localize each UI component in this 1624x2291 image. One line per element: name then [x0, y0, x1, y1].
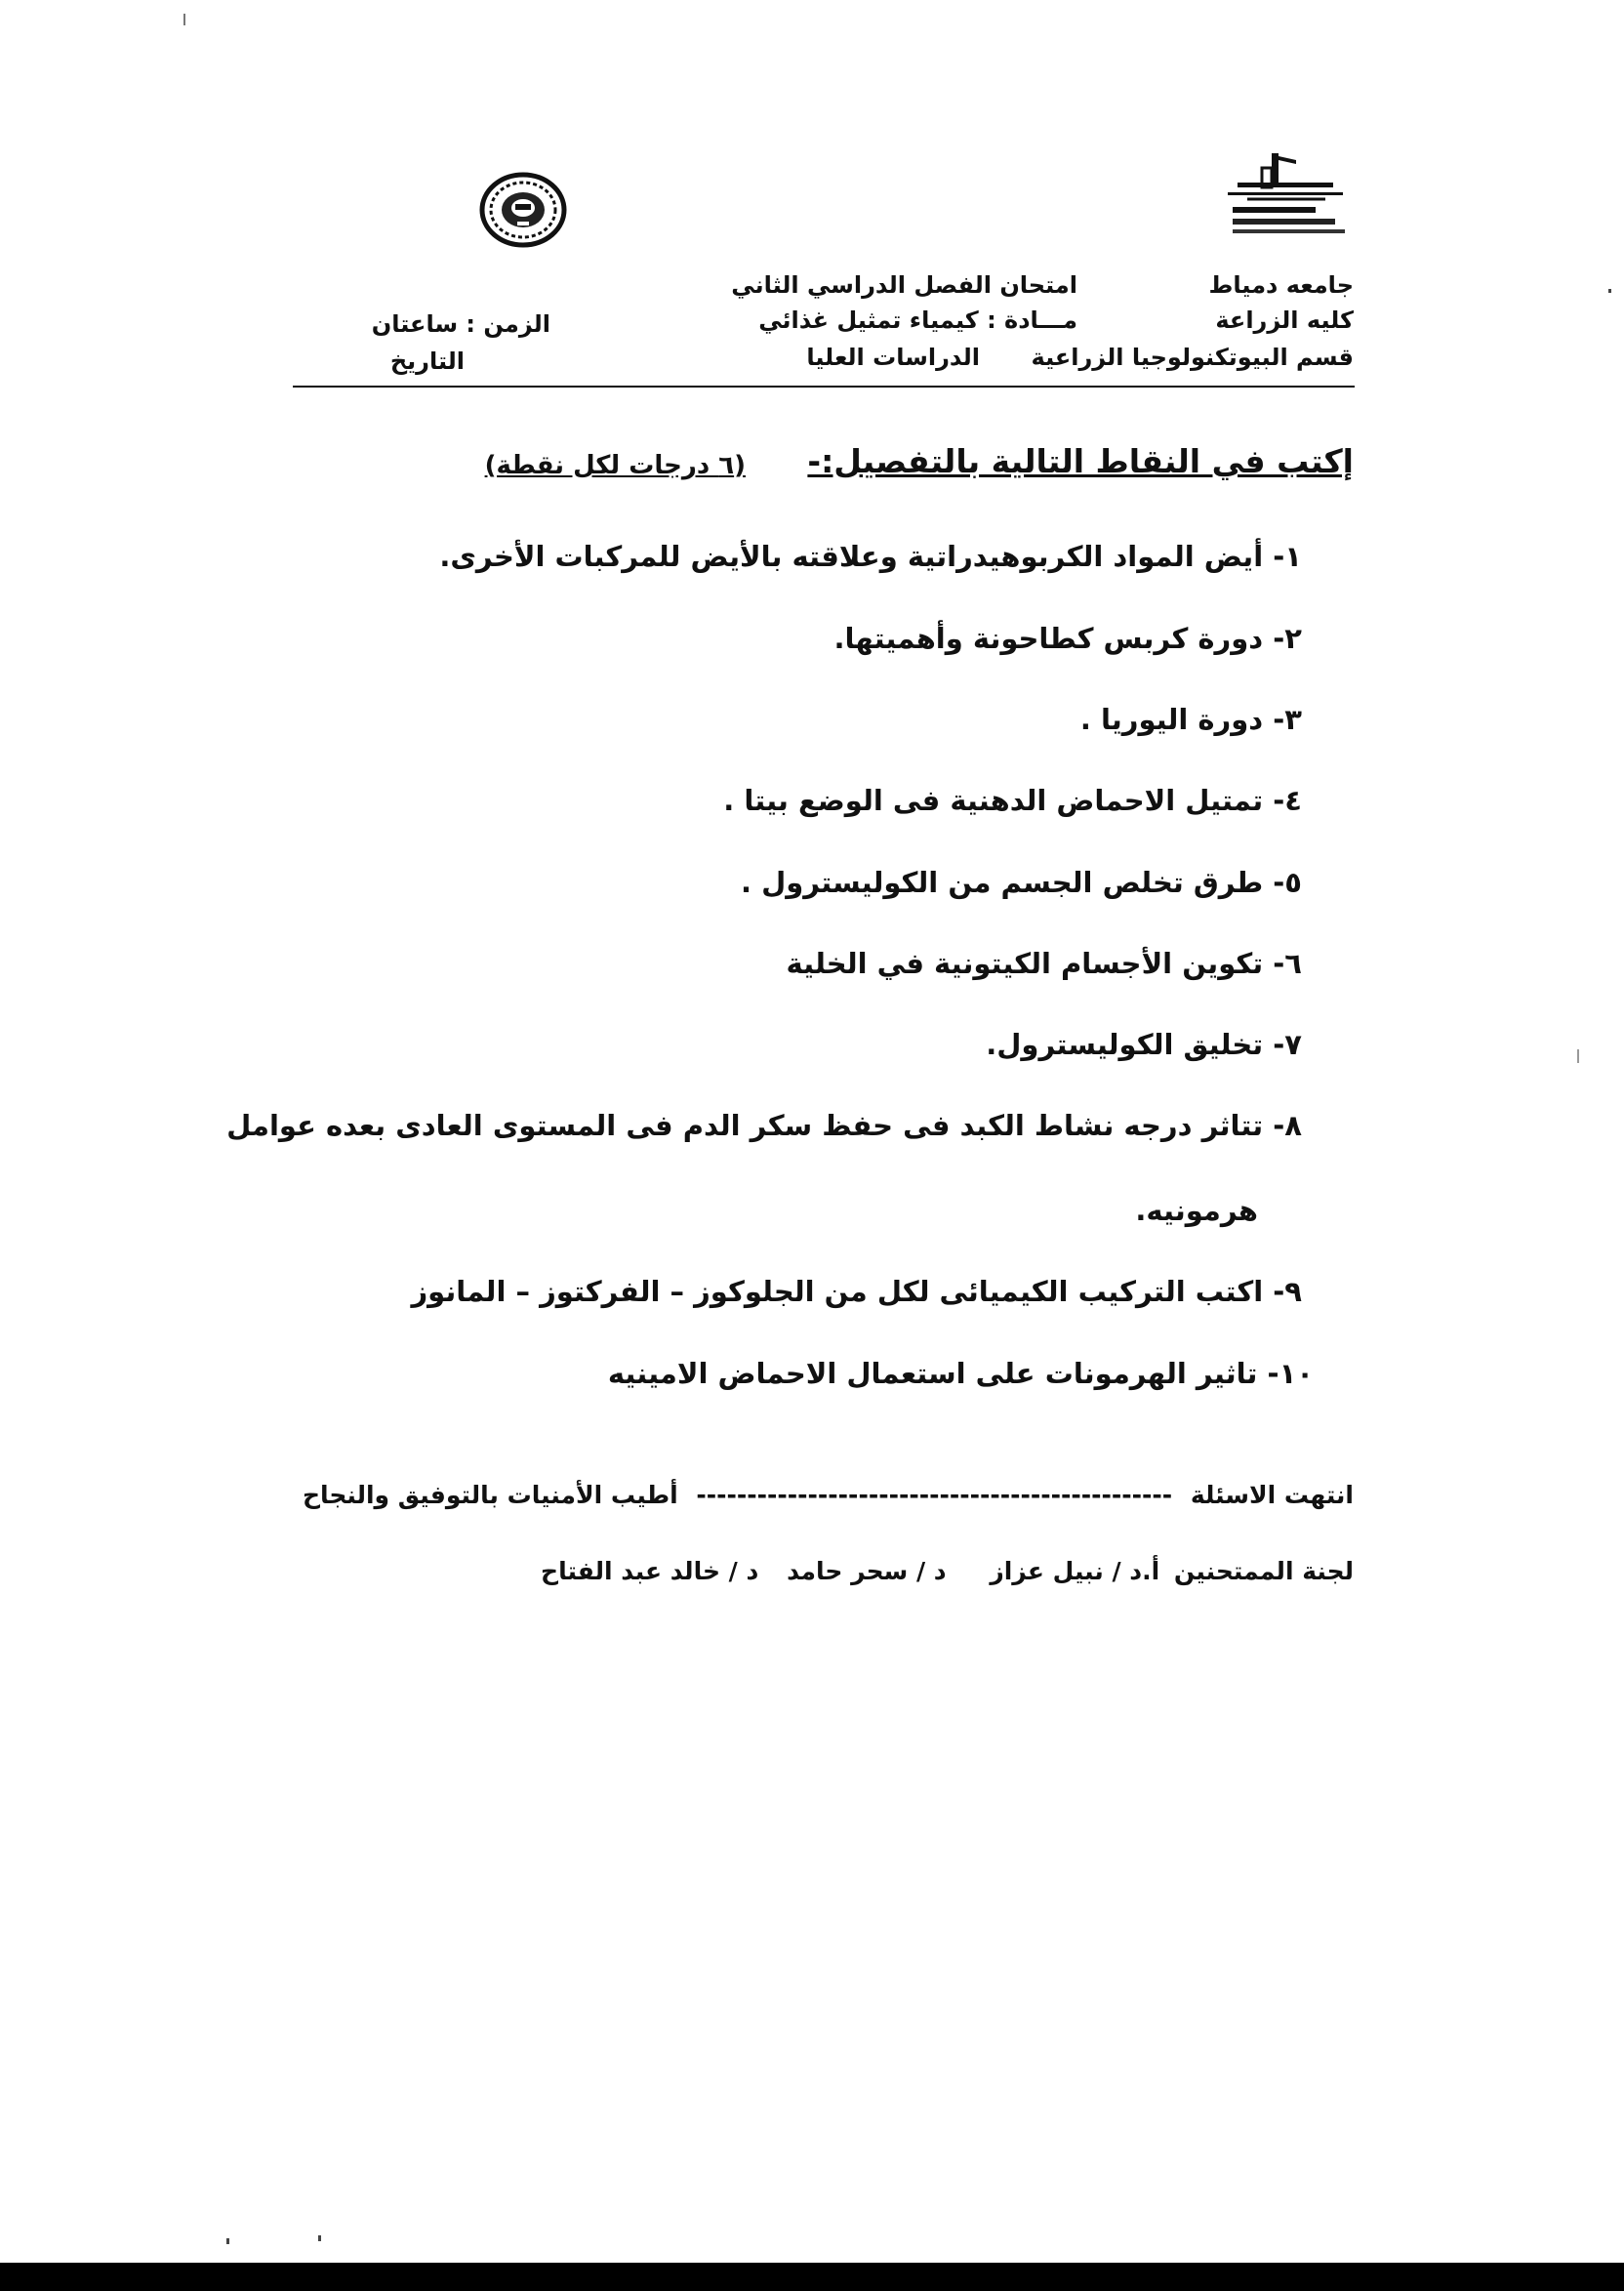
dash-separator: -----------------------------------------------	[696, 1481, 1173, 1509]
faculty-name: كليه الزراعة	[1215, 307, 1354, 334]
question-item: ٧- تخليق الكوليسترول.	[986, 1028, 1302, 1061]
examiner-name: د / سحر حامد	[787, 1557, 947, 1585]
header-divider	[293, 386, 1355, 388]
examiner-name: أ.د / نبيل عزاز	[990, 1557, 1160, 1585]
exam-title: امتحان الفصل الدراسي الثاني	[731, 271, 1077, 299]
scan-speck	[1608, 289, 1611, 293]
exam-date-label: التاريخ	[389, 348, 465, 375]
question-item: ٤- تمتيل الاحماض الدهنية فى الوضع بيتا .	[723, 784, 1302, 817]
emblem-seal-icon	[476, 171, 570, 249]
exam-duration: الزمن : ساعتان	[371, 310, 550, 338]
question-item: ٢- دورة كربس كطاحونة وأهميتها.	[833, 622, 1302, 655]
end-of-questions-line	[303, 1481, 1354, 1510]
scan-speck	[318, 2235, 321, 2241]
question-item: ٣- دورة اليوريا .	[1079, 703, 1302, 736]
question-item: ١- أيض المواد الكربوهيدراتية وعلاقته بالأيض للمركبات الأخرى.	[439, 540, 1302, 573]
examiner-name: د / خالد عبد الفتاح	[541, 1557, 759, 1585]
university-logo-icon	[1218, 148, 1353, 241]
committee-label: لجنة الممتحنين	[1173, 1557, 1354, 1585]
question-item: ٦- تكوين الأجسام الكيتونية في الخلية	[786, 947, 1302, 980]
scan-speck	[226, 2238, 229, 2244]
instruction-heading: إكتب في النقاط التالية بالتفصيل:-	[807, 442, 1354, 480]
grades-note: (٦ درجات لكل نقطة)	[484, 451, 746, 480]
question-item: ١٠- تاثير الهرمونات على استعمال الاحماض الامينيه	[607, 1357, 1314, 1390]
end-text: انتهت الاسئلة	[1190, 1481, 1354, 1509]
question-item: ٨- تتاثر درجه نشاط الكبد فى حفظ سكر الدم فى المستوى العادى بعده عوامل	[226, 1109, 1302, 1142]
question-continuation: هرمونيه.	[1135, 1194, 1258, 1227]
scan-bottom-edge	[0, 2263, 1624, 2291]
scan-speck	[183, 14, 185, 25]
examiners-line	[541, 1557, 1354, 1586]
question-item: ٩- اكتب التركيب الكيميائى لكل من الجلوكوز – الفركتوز – المانوز	[411, 1275, 1302, 1308]
department-name: قسم البيوتكنولوجيا الزراعية	[1031, 344, 1354, 371]
scan-speck	[1577, 1049, 1579, 1063]
university-name: جامعه دمياط	[1208, 271, 1354, 299]
subject-name: مـــادة : كيمياء تمثيل غذائي	[758, 307, 1077, 334]
question-item: ٥- طرق تخلص الجسم من الكوليسترول .	[740, 866, 1302, 899]
study-level: الدراسات العليا	[806, 344, 980, 371]
good-wishes: أطيب الأمنيات بالتوفيق والنجاح	[302, 1481, 678, 1509]
